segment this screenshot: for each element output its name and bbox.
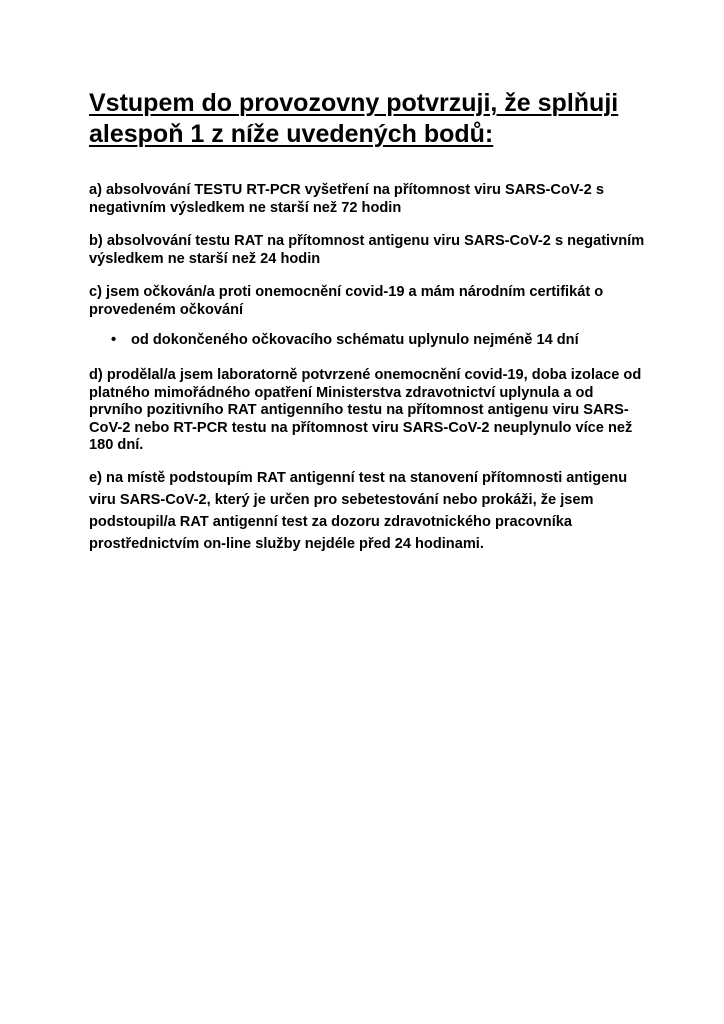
condition-e: e) na místě podstoupím RAT antigenní test na stanovení přítomnosti antigenu viru SARS-CoV-2, který je určen pro sebetestování nebo prokáži, že jsem podstoupil/a RAT antigenní test za dozoru zdravotnického pracovníka prostřednictvím on-line služby nejdéle před 24 hodinami. (89, 470, 628, 552)
bullet-icon: • (111, 332, 117, 348)
condition-d: d) prodělal/a jsem laboratorně potvrzené onemocnění covid-19, doba izolace od platného mimořádného opatření Ministerstva zdravotnictví uplynula a od prvního pozitivního RAT antigenního testu na přítomnost antigenu viru SARS-CoV-2 nebo RT-PCR testu na přítomnost viru SARS-CoV-2 neuplynulo více než 180 dní. (89, 367, 642, 453)
condition-b: b) absolvování testu RAT na přítomnost antigenu viru SARS-CoV-2 s negativním výsledkem ne starší než 24 hodin (89, 233, 645, 267)
document-title: Vstupem do provozovny potvrzuji, že splňuji alespoň 1 z níže uvedených bodů: (89, 89, 619, 148)
bullet-text: od dokončeného očkovacího schématu uplynulo nejméně 14 dní (131, 332, 579, 348)
condition-c: c) jsem očkován/a proti onemocnění covid-19 a mám národním certifikát o provedeném očkování (89, 284, 604, 318)
condition-a: a) absolvování TESTU RT-PCR vyšetření na přítomnost viru SARS-CoV-2 s negativním výsledkem ne starší než 72 hodin (89, 182, 604, 216)
